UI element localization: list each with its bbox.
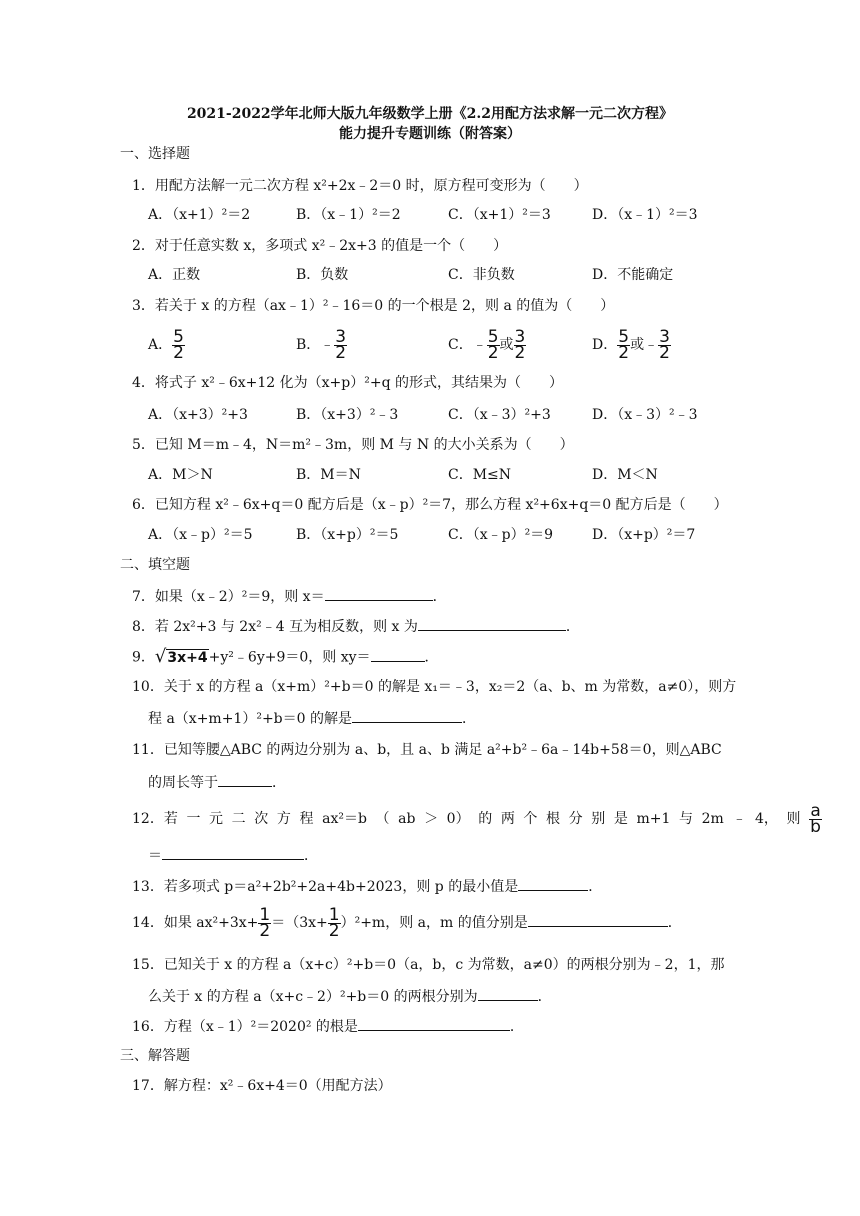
question-8-text: 8．若 2x²+3 与 2x²﹣4 互为相反数，则 x 为 bbox=[132, 619, 418, 635]
question-12-token: （ bbox=[375, 811, 390, 827]
period: ． bbox=[667, 915, 682, 931]
question-9-text: +y²﹣6y+9＝0，则 xy＝ bbox=[208, 649, 371, 666]
equals-sign: ＝ bbox=[148, 848, 162, 864]
fraction bbox=[658, 326, 671, 363]
question-6-option-c: C．（x﹣p）²＝9 bbox=[448, 527, 554, 543]
question-12-token: 程 bbox=[299, 811, 314, 827]
question-15-line1: 15．已知关于 x 的方程 a（x+c）²+b＝0（a，b，c 为常数，a≠0）的两根分别为﹣2，1，那 bbox=[132, 957, 725, 973]
fraction-numerator: 5 bbox=[487, 326, 499, 347]
question-14 bbox=[132, 906, 682, 940]
question-6-option-d: D．（x+p）²＝7 bbox=[592, 527, 696, 543]
question-12-line1 bbox=[132, 802, 822, 836]
question-12-token: ab bbox=[398, 811, 416, 827]
fraction bbox=[334, 326, 347, 363]
question-12-token: ﹣ bbox=[732, 811, 747, 827]
question-13-text: 13．若多项式 p＝a²+2b²+2a+4b+2023，则 p 的最小值是 bbox=[132, 879, 519, 895]
minus-sign: ﹣ bbox=[644, 337, 659, 353]
fraction-denominator: 2 bbox=[328, 920, 340, 941]
fraction-numerator: a bbox=[810, 800, 821, 821]
question-4-option-b: B．（x+3）²﹣3 bbox=[296, 407, 399, 423]
fraction-denominator: 2 bbox=[514, 342, 526, 363]
question-3-option-a bbox=[148, 328, 185, 362]
answer-blank[interactable] bbox=[478, 986, 538, 1001]
question-15-line2 bbox=[148, 986, 552, 1007]
question-12-token: 两 bbox=[500, 811, 515, 827]
or-text: 或 bbox=[499, 337, 514, 353]
question-2-stem: 2．对于任意实数 x，多项式 x²﹣2x+3 的值是一个（ ） bbox=[132, 238, 508, 254]
question-4-option-c: C．（x﹣3）²+3 bbox=[448, 407, 551, 423]
document-title-line2: 能力提升专题训练（附答案） bbox=[339, 126, 521, 142]
question-5-option-d: D．M＜N bbox=[592, 467, 658, 483]
fraction-denominator: 2 bbox=[335, 342, 347, 363]
option-letter: D． bbox=[592, 337, 618, 353]
question-9-number: 9． bbox=[132, 649, 155, 666]
fraction bbox=[172, 326, 185, 363]
fraction bbox=[328, 904, 341, 941]
answer-blank[interactable] bbox=[528, 912, 668, 927]
question-16-text: 16．方程（x﹣1）²＝2020² 的根是 bbox=[132, 1019, 358, 1035]
question-5-stem: 5．已知 M＝m﹣4，N＝m²﹣3m，则 M 与 N 的大小关系为（ ） bbox=[132, 437, 574, 453]
fraction-denominator: 2 bbox=[618, 342, 630, 363]
fraction-numerator: 1 bbox=[259, 904, 271, 925]
question-15-text: 么关于 x 的方程 a（x+c﹣2）²+b＝0 的两根分别为 bbox=[148, 989, 478, 1005]
question-5-option-b: B．M＝N bbox=[296, 467, 361, 483]
period: ． bbox=[588, 879, 603, 895]
question-12-line2 bbox=[148, 845, 318, 866]
question-12-token: 分 bbox=[568, 811, 583, 827]
fraction-denominator: 2 bbox=[487, 342, 499, 363]
answer-blank[interactable] bbox=[518, 876, 588, 891]
question-2-option-d: D．不能确定 bbox=[592, 267, 674, 283]
document-title-line1: 2021-2022学年北师大版九年级数学上册《2.2用配方法求解一元二次方程》 bbox=[186, 106, 674, 122]
question-8 bbox=[132, 616, 580, 637]
period: ． bbox=[537, 989, 552, 1005]
section-heading-choice: 一、选择题 bbox=[120, 146, 190, 162]
question-3-option-c bbox=[448, 328, 526, 362]
question-4-option-a: A．（x+3）²+3 bbox=[148, 407, 248, 423]
question-10-line2 bbox=[148, 708, 476, 729]
question-12-token: 与 bbox=[679, 811, 693, 827]
question-6-option-a: A．（x﹣p）²＝5 bbox=[148, 527, 253, 543]
fraction-denominator: 2 bbox=[173, 342, 184, 363]
question-4-stem: 4．将式子 x²﹣6x+12 化为（x+p）²+q 的形式，其结果为（ ） bbox=[132, 375, 564, 391]
question-10-line1: 10．关于 x 的方程 a（x+m）²+b＝0 的解是 x₁＝﹣3，x₂＝2（a、b、m 为常数，a≠0），则方 bbox=[132, 679, 737, 695]
question-12-token: 方 bbox=[276, 811, 291, 827]
question-3-option-d bbox=[592, 328, 671, 362]
question-12-token: 次 bbox=[254, 811, 269, 827]
question-10-text: 程 a（x+m+1）²+b＝0 的解是 bbox=[148, 711, 352, 727]
question-12-token: 0） bbox=[446, 811, 470, 827]
question-12-token: 别 bbox=[591, 811, 606, 827]
question-13 bbox=[132, 876, 602, 897]
section-heading-solve: 三、解答题 bbox=[120, 1048, 190, 1064]
question-6-stem: 6．已知方程 x²﹣6x+q＝0 配方后是（x﹣p）²＝7，那么方程 x²+6x+q＝0 配方后是（ ） bbox=[132, 497, 728, 513]
question-9 bbox=[132, 645, 439, 670]
period: ． bbox=[272, 775, 286, 791]
question-6-option-b: B．（x+p）²＝5 bbox=[296, 527, 399, 543]
answer-blank[interactable] bbox=[371, 647, 425, 662]
question-12-token: 12．若 bbox=[132, 811, 178, 827]
question-12-token: 一 bbox=[186, 811, 201, 827]
radicand: 3x+4 bbox=[167, 650, 208, 666]
question-2-option-c: C．非负数 bbox=[448, 267, 515, 283]
question-12-token: 是 bbox=[613, 811, 628, 827]
fraction-denominator: 2 bbox=[259, 920, 271, 941]
fraction-numerator: 5 bbox=[173, 326, 184, 347]
question-3-stem: 3．若关于 x 的方程（ax﹣1）²﹣16＝0 的一个根是 2，则 a 的值为（ ） bbox=[132, 298, 615, 314]
question-12-token: 个 bbox=[523, 811, 538, 827]
question-1-option-b: B．（x﹣1）²＝2 bbox=[296, 207, 401, 223]
question-14-text-end: ）²+m，则 a，m 的值分别是 bbox=[340, 915, 528, 931]
fraction-numerator: 3 bbox=[514, 326, 526, 347]
question-12-token: 2m bbox=[701, 811, 724, 827]
question-12-token: 则 bbox=[786, 811, 801, 827]
period: ． bbox=[432, 589, 447, 605]
fraction-numerator: 3 bbox=[659, 326, 670, 347]
option-letter: C．﹣ bbox=[448, 337, 487, 353]
answer-blank[interactable] bbox=[358, 1016, 510, 1031]
answer-blank[interactable] bbox=[352, 708, 462, 723]
fraction bbox=[258, 904, 271, 941]
fraction bbox=[617, 326, 630, 363]
fraction bbox=[487, 326, 500, 363]
answer-blank[interactable] bbox=[162, 845, 304, 860]
question-12-token: 二 bbox=[231, 811, 246, 827]
fraction-denominator: 2 bbox=[659, 342, 670, 363]
question-5-option-c: C．M≤N bbox=[448, 467, 512, 483]
period: ． bbox=[304, 848, 318, 864]
question-12-token: 4， bbox=[755, 811, 778, 827]
question-2-option-a: A．正数 bbox=[148, 267, 201, 283]
question-1-option-d: D．（x﹣1）²＝3 bbox=[592, 207, 698, 223]
answer-blank[interactable] bbox=[325, 586, 433, 601]
question-14-text: 14．如果 ax²+3x+ bbox=[132, 915, 259, 931]
question-3-option-b bbox=[296, 328, 347, 362]
question-7-text: 7．如果（x﹣2）²＝9，则 x＝ bbox=[132, 589, 325, 605]
option-letter: A． bbox=[148, 337, 173, 353]
period: ． bbox=[462, 711, 476, 727]
period: ． bbox=[565, 619, 580, 635]
option-letter: B．﹣ bbox=[296, 337, 335, 353]
period: ． bbox=[509, 1019, 524, 1035]
radical-sign-icon: √ bbox=[154, 646, 167, 667]
question-1-stem: 1．用配方法解一元二次方程 x²+2x﹣2＝0 时，原方程可变形为（ ） bbox=[132, 178, 588, 194]
section-heading-fill: 二、填空题 bbox=[120, 557, 190, 573]
question-12-token: ＞ bbox=[424, 811, 439, 827]
question-12-token: 的 bbox=[478, 811, 493, 827]
question-7 bbox=[132, 586, 447, 607]
fraction-numerator: 1 bbox=[328, 904, 340, 925]
or-text: 或 bbox=[630, 337, 645, 353]
question-5-option-a: A．M＞N bbox=[148, 467, 213, 483]
question-12-token: 根 bbox=[546, 811, 561, 827]
fraction-denominator: b bbox=[810, 816, 821, 837]
question-2-option-b: B．负数 bbox=[296, 267, 349, 283]
question-11-text: 的周长等于 bbox=[148, 775, 218, 791]
question-4-option-d: D．（x﹣3）²﹣3 bbox=[592, 407, 698, 423]
square-root bbox=[155, 645, 209, 670]
question-12-token: ax²＝b bbox=[322, 811, 367, 827]
question-14-text-mid: ＝（3x+ bbox=[271, 915, 328, 931]
answer-blank[interactable] bbox=[218, 772, 272, 787]
fraction-numerator: 5 bbox=[618, 326, 630, 347]
period: ． bbox=[424, 649, 439, 666]
question-11-line2 bbox=[148, 772, 286, 793]
question-12-token: 元 bbox=[209, 811, 224, 827]
question-1-option-a: A．（x+1）²＝2 bbox=[148, 207, 251, 223]
fraction bbox=[514, 326, 527, 363]
question-16 bbox=[132, 1016, 524, 1037]
question-17-stem: 17．解方程：x²﹣6x+4＝0（用配方法） bbox=[132, 1078, 392, 1094]
fraction bbox=[809, 800, 822, 837]
question-1-option-c: C．（x+1）²＝3 bbox=[448, 207, 551, 223]
question-11-line1: 11．已知等腰△ABC 的两边分别为 a、b，且 a、b 满足 a²+b²﹣6a﹣14b+58＝0，则△ABC bbox=[132, 742, 722, 758]
question-12-token: m+1 bbox=[636, 811, 671, 827]
fraction-numerator: 3 bbox=[335, 326, 347, 347]
answer-blank[interactable] bbox=[418, 616, 566, 631]
